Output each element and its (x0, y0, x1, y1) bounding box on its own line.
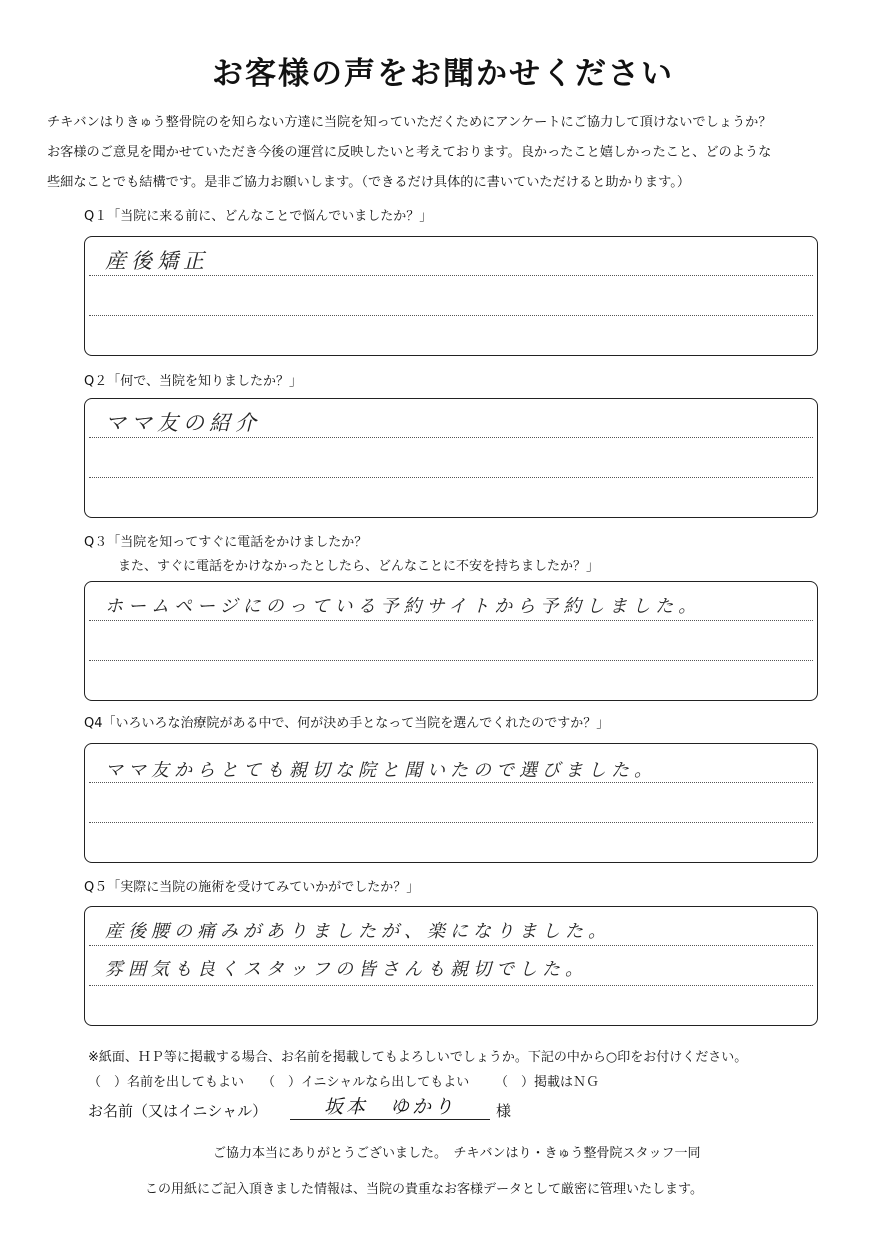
answer-5-text-line1: 産後腰の痛みがありましたが、楽になりました。 (105, 921, 611, 942)
option-no-publish[interactable]: （ ）掲載はＮＧ (495, 1075, 600, 1090)
answer-2-text: ママ友の紹介 (105, 411, 261, 435)
question-3-label: Q３「当院を知ってすぐに電話をかけましたか？ (84, 535, 368, 550)
answer-box-1 (84, 236, 818, 356)
intro-line-3: 些細なことでも結構です。是非ご協力お願いします。（できるだけ具体的に書いていただけると助かります。） (47, 175, 691, 190)
name-label: お名前（又はイニシャル） (88, 1102, 268, 1120)
answer-box-5 (84, 906, 818, 1026)
question-4-label: Q4「いろいろな治療院がある中で、何が決め手となって当院を選んでくれたのですか？」 (84, 716, 610, 731)
answer-box-2 (84, 398, 818, 518)
answer-3-text: ホームページにのっている予約サイトから予約しました。 (105, 596, 702, 617)
publication-note: ※紙面、ＨＰ等に掲載する場合、お名前を掲載してもよろしいでしょうか。下記の中から○印をお付けください。 (88, 1050, 748, 1065)
thanks-message: ご協力本当にありがとうございました。 チキバンはり・きゅう整骨院スタッフ一同 (213, 1146, 701, 1161)
answer-1-text: 産後矯正 (105, 249, 209, 273)
name-field[interactable]: 坂本 ゆかり (290, 1092, 490, 1120)
intro-line-1: チキバンはりきゅう整骨院のを知らない方達に当院を知っていただくためにアンケートにご協力して頂けないでしょうか？ (47, 115, 772, 130)
option-initials-ok[interactable]: （ ）イニシャルなら出してもよい (262, 1075, 470, 1090)
answer-5-text-line2: 雰囲気も良くスタッフの皆さんも親切でした。 (105, 959, 588, 980)
question-2-label: Q２「何で、当院を知りましたか？」 (84, 374, 302, 389)
page-title: お客様の声をお聞かせください (212, 56, 674, 92)
answer-box-3 (84, 581, 818, 701)
answer-box-4 (84, 743, 818, 863)
question-3-label-line2: また、すぐに電話をかけなかったとしたら、どんなことに不安を持ちましたか？」 (118, 559, 600, 574)
question-1-label: Q１「当院に来る前に、どんなことで悩んでいましたか？」 (84, 209, 433, 224)
intro-line-2: お客様のご意見を聞かせていただき今後の運営に反映したいと考えております。良かったこと嬉しかったこと、どのような (47, 145, 772, 160)
honorific: 様 (496, 1102, 512, 1120)
option-name-ok[interactable]: （ ）名前を出してもよい (88, 1075, 245, 1090)
question-5-label: Q５「実際に当院の施術を受けてみていかがでしたか？」 (84, 880, 420, 895)
answer-4-text: ママ友からとても親切な院と聞いたので選びました。 (105, 760, 657, 781)
privacy-message: この用紙にご記入頂きました情報は、当院の貴重なお客様データとして厳密に管理いたします。 (145, 1182, 703, 1197)
